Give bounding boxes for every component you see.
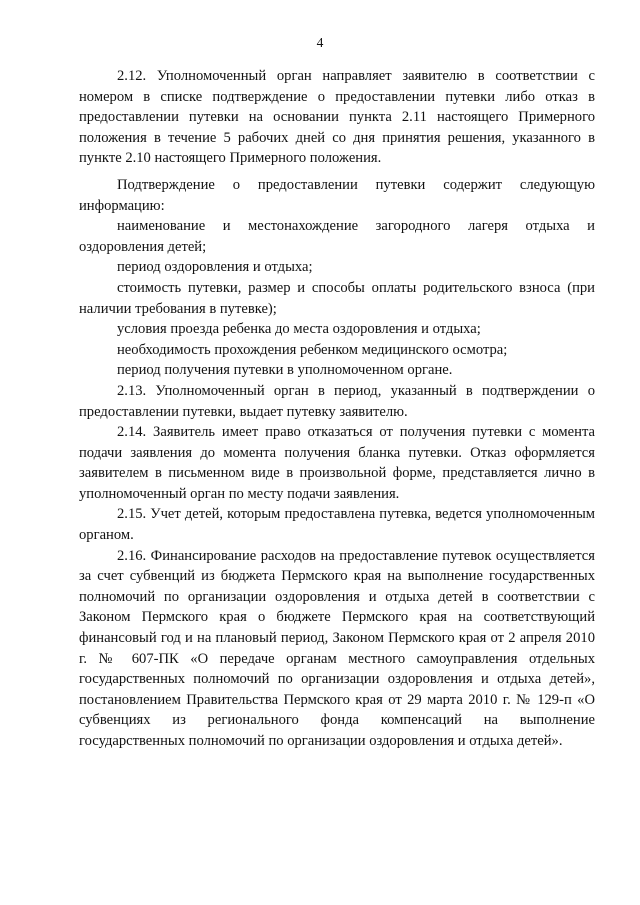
list-item-period: период оздоровления и отдыха; xyxy=(117,259,313,276)
paragraph-2-16: 2.16. Финансирование расходов на предоставление путевок осуществляется за счет субвенций из бюджета Пермского края на выполнение государственных полномочий по организации оздоровления и отдыха детей в соответствии с Законом Пермского края о бюджете Пермского края на соответствующий финансовый год и на плановый период, Законом Пермского края от 2 апреля 2010 г. № 607-ПК «О передаче органам местного самоуправления отдельных государственных полномочий по организации оздоровления и отдыха детей», постановлением Правительства Пермского края от 29 марта 2010 г. № 129-п «О субвенциях из регионального фонда компенсаций на выполнение государственных полномочий по организации оздоровления и отдыха детей». xyxy=(79,547,595,749)
list-item-pickup-period: период получения путевки в уполномоченном органе. xyxy=(117,362,453,379)
document-body xyxy=(79,66,595,752)
list-item-travel: условия проезда ребенка до места оздоровления и отдыха; xyxy=(117,321,481,338)
paragraph-confirmation-intro: Подтверждение о предоставлении путевки содержит следующую информацию: xyxy=(79,176,595,214)
paragraph-2-13: 2.13. Уполномоченный орган в период, указанный в подтверждении о предоставлении путевки, выдает путевку заявителю. xyxy=(79,382,595,420)
list-item-medical: необходимость прохождения ребенком медицинского осмотра; xyxy=(117,341,508,358)
page-number: 4 xyxy=(316,35,324,50)
paragraph-2-15: 2.15. Учет детей, которым предоставлена путевка, ведется уполномоченным органом. xyxy=(79,506,595,544)
list-item-cost: стоимость путевки, размер и способы оплаты родительского взноса (при наличии требования в путевке); xyxy=(79,279,595,317)
paragraph-2-12: 2.12. Уполномоченный орган направляет заявителю в соответствии с номером в списке подтверждение о предоставлении путевки либо отказ в предоставлении путевки на основании пункта 2.11 настоящего Примерного положения в течение 5 рабочих дней со дня принятия решения, указанного в пункте 2.10 настоящего Примерного положения. xyxy=(79,68,595,167)
paragraph-2-14: 2.14. Заявитель имеет право отказаться от получения путевки с момента подачи заявления до момента получения бланка путевки. Отказ оформляется заявителем в письменном виде в произвольной форме, представляется лично в уполномоченный орган по месту подачи заявления. xyxy=(79,424,595,502)
list-item-camp-name: наименование и местонахождение загородного лагеря отдыха и оздоровления детей; xyxy=(79,218,595,255)
